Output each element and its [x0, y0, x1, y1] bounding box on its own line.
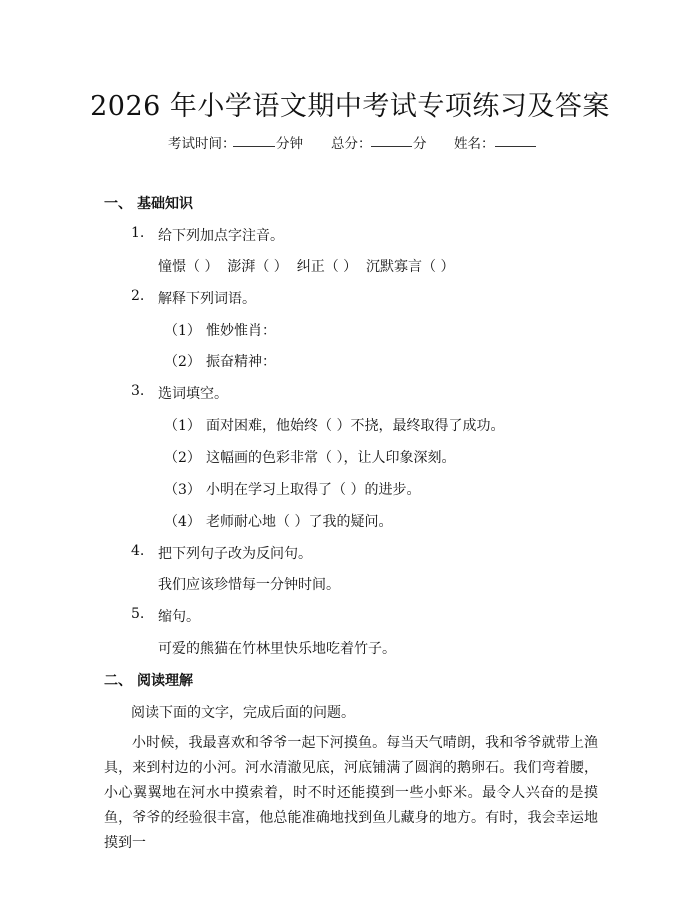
sub-item-text: 惟妙惟肖：: [206, 323, 276, 339]
section-number: 二、: [104, 673, 132, 689]
question-text: 把下列句子改为反问句。: [158, 546, 312, 562]
section-title: 阅读理解: [137, 673, 193, 689]
score-blank[interactable]: [371, 132, 412, 147]
name-label: 姓名：: [454, 136, 495, 152]
sub-item-number: （2）: [164, 354, 201, 370]
sentence-line: 我们应该珍惜每一分钟时间。: [158, 577, 340, 593]
question-text: 缩句。: [158, 609, 200, 625]
score-unit: 分: [413, 136, 427, 152]
sentence-line: 可爱的熊猫在竹林里快乐地吃着竹子。: [158, 641, 396, 657]
sub-item-number: （4）: [164, 514, 201, 530]
question-number: 5.: [131, 606, 145, 622]
page-title: 2026 年小学语文期中考试专项练习及答案: [90, 91, 610, 122]
sub-item-number: （1）: [164, 418, 201, 434]
sub-item-text: 老师耐心地（ ）了我的疑问。: [206, 514, 393, 530]
sub-item-number: （3）: [164, 482, 201, 498]
question-text: 解释下列词语。: [158, 291, 256, 307]
question-number: 3.: [131, 383, 145, 399]
time-label: 考试时间：: [168, 136, 236, 152]
sub-item-number: （1）: [164, 323, 201, 339]
time-unit: 分钟: [276, 136, 303, 152]
section-number: 一、: [104, 196, 132, 212]
question-number: 4.: [131, 543, 145, 559]
question-text: 给下列加点字注音。: [158, 228, 284, 244]
reading-passage: 小时候，我最喜欢和爷爷一起下河摸鱼。每当天气晴朗，我和爷爷就带上渔具，来到村边的小河。河水清澈见底，河底铺满了圆润的鹅卵石。我们弯着腰，小心翼翼地在河水中摸索着，时不时还能摸到一些小虾米。最令人兴奋的是摸鱼，爷爷的经验很丰富，他总能准确地找到鱼儿藏身的地方。有时，我会幸运地摸到一: [104, 735, 598, 851]
pinyin-items: 憧憬（ ） 澎湃（ ） 纠正（ ） 沉默寡言（ ）: [158, 259, 455, 275]
sub-item-text: 这幅画的色彩非常（ ），让人印象深刻。: [206, 450, 456, 466]
sub-item-text: 小明在学习上取得了（ ）的进步。: [206, 482, 421, 498]
sub-item-text: 面对困难，他始终（ ）不挠，最终取得了成功。: [206, 418, 505, 434]
sub-item-text: 振奋精神：: [206, 354, 276, 370]
question-number: 1.: [131, 225, 145, 241]
score-label: 总分：: [331, 136, 372, 152]
section-title: 基础知识: [137, 196, 193, 212]
question-text: 选词填空。: [158, 386, 228, 402]
reading-instructions: 阅读下面的文字，完成后面的问题。: [131, 705, 355, 721]
time-blank[interactable]: [233, 132, 275, 147]
name-blank[interactable]: [495, 132, 536, 147]
sub-item-number: （2）: [164, 450, 201, 466]
question-number: 2.: [131, 288, 145, 304]
